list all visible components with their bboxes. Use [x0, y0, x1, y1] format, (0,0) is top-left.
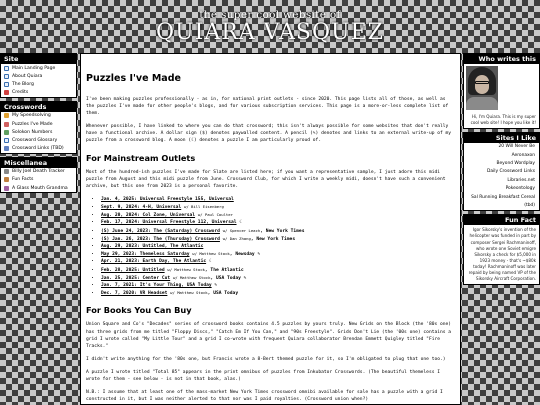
nav-main-landing-page[interactable]: Main Landing Page — [1, 64, 76, 72]
puzzle-item[interactable]: • (S) Jan. 26, 2023: The (Thursday) Crossword w/ Dan Zhang, New York Times — [101, 235, 456, 243]
intro-paragraph-1: I've been making puzzles professionally - as in, for national print outlets - since 2020. This page lists all of those, as well as the puzzles I've made for other people's blogs, and for various subscription services. This page is a more-or-less complete list of them. — [86, 97, 449, 117]
numbers-icon — [4, 130, 9, 135]
pencil-icon: ✎ — [257, 252, 261, 258]
glass-icon — [4, 186, 9, 191]
nav-billy-joel-death-tracker[interactable]: Billy Joel Death Tracker — [1, 168, 76, 176]
site-nav-box — [0, 53, 77, 98]
glossary-icon — [4, 138, 9, 143]
author-bio: Hi, I'm Quiara. This is my super cool web site! I hope you like it! — [470, 114, 536, 126]
site-link[interactable]: Libraries.net — [507, 177, 535, 183]
site-tagline: the super cool website of — [199, 9, 341, 21]
books-paragraph-1: Union Square and Co's "Decades" series of crossword books contains 4.5 puzzles by yours truly. New Grids on the Block (the '80s one) has three grids from me titled "Floppy Discs," "Catch Em If You Can," and "90s Freestyle". Grids Don't Lie (the '00s one) contains a grid I wrote called "My Little Tour" and a grid I co-wrote with frequent Quiara collaborator Brendan Emmett Quigley titled "Fire Tracks." — [86, 322, 452, 349]
puzzle-item[interactable]: • May 29, 2023: Themeless Saturday w/ Matthew Stock, Newsday ✎ — [101, 250, 456, 258]
crosswords-nav-title: Crosswords — [1, 102, 76, 112]
puzzle-item[interactable]: • Jan. 7, 2021: It's Your Thing, USA Today ✎ — [101, 282, 456, 289]
nav-puzzles-ive-made[interactable]: Puzzles I've Made — [1, 120, 76, 128]
books-paragraph-4: N.B.: I assume that at least one of the mass-market New York Times crossword omnibi available for sale has a puzzle with a grid I constructed in it, but I was neither alerted to that nor was I paid royalties. (Crossword union when?) — [86, 390, 443, 403]
site-link[interactable]: Beyond Wordplay — [496, 160, 535, 166]
site-link[interactable]: 20 Will Never Be — [498, 144, 535, 150]
books-heading: For Books You Can Buy — [86, 305, 192, 316]
site-link[interactable]: (tbd) — [524, 202, 535, 208]
puzzle-item[interactable]: • Apr. 21, 2023: Earth Day, The Atlantic ☾ — [101, 258, 456, 265]
lightbulb-icon — [4, 177, 9, 182]
puzzle-item[interactable]: • Feb. 28, 2025: Untitled w/ Matthew Stock, The Atlantic — [101, 266, 456, 274]
links-icon — [4, 146, 9, 151]
nav-my-speedsolving[interactable]: My Speedsolving — [1, 112, 76, 120]
puzzle-item[interactable]: • Jan. 25, 2025: Center Cut w/ Matthew Stock, USA Today ✎ — [101, 274, 456, 282]
fun-fact-title: Fun Fact — [464, 215, 539, 225]
who-writes-box — [463, 53, 540, 129]
mainstream-outlets-heading: For Mainstream Outlets — [86, 152, 196, 163]
nav-glass-mouth-grandma[interactable]: A Glass Mouth Grandma — [1, 184, 76, 192]
puzzle-item[interactable]: • Jan. 4, 2025: Universal Freestyle 155, Universal — [101, 196, 456, 203]
pencil-icon: ✎ — [243, 275, 247, 281]
moon-icon: ☾ — [239, 220, 243, 226]
books-paragraph-2: I didn't write anything for the '80s one, but Francis wrote a 8-Bert themed puzzle for it, so I'm obligated to plug that one too.) — [86, 356, 446, 362]
crosswords-nav-box — [0, 101, 77, 154]
author-profile — [464, 64, 539, 112]
intro-paragraph-2: Whenever possible, I have linked to where you can do that crossword; this isn't always possible for some websites that don't really have a functional archive. A dollar sign ($) denotes paywalled content. A pencil (✎) denotes and links to an external write-up of my puzzle from a crossword blog. A moon (☾) denotes a puzzle I am particularly proud of. — [86, 124, 452, 144]
puzzle-item[interactable]: • Sept. 9, 2024: 4-H, Universal w/ Bill Eisenberg — [101, 203, 456, 211]
fun-fact-box — [463, 214, 540, 285]
home-icon — [4, 66, 9, 71]
page-title: Puzzles I've Made — [86, 73, 181, 84]
nav-solokon-numbers[interactable]: Solokon Numbers — [1, 128, 76, 136]
puzzle-item[interactable]: • (S) June 24, 2023: The (Saturday) Crossword w/ Spencer Leach, New York Times — [101, 227, 456, 235]
nav-crossword-links[interactable]: Crossword Links (TBD) — [1, 145, 76, 153]
stopwatch-icon — [4, 113, 9, 118]
site-link[interactable]: Daily Crossword Links — [486, 169, 535, 175]
nav-fun-facts[interactable]: Fun Facts — [1, 176, 76, 184]
main-content — [80, 53, 461, 405]
pencil-icon: ✎ — [214, 283, 218, 289]
author-avatar — [466, 66, 498, 110]
nav-credits[interactable]: Credits — [1, 89, 76, 97]
puzzle-item[interactable]: • Aug. 29, 2023: Untitled, The Atlantic — [101, 243, 456, 250]
sites-i-like-title: Sites I Like — [464, 133, 539, 143]
left-sidebar — [0, 53, 77, 196]
puzzle-icon — [4, 122, 9, 127]
puzzle-item[interactable]: • Dec. 7, 2020: VR Headset w/ Matthew Stock, USA Today — [101, 289, 456, 297]
blog-icon — [4, 82, 9, 87]
nav-the-blorg[interactable]: The Blorg — [1, 80, 76, 88]
misc-nav-title: Miscellanea — [1, 158, 76, 168]
misc-nav-box — [0, 157, 77, 194]
site-header — [0, 0, 540, 53]
puzzle-item[interactable]: • Feb. 17, 2024: Universal Freestyle 112, Universal ☾ — [101, 219, 456, 226]
fun-fact-text: Igor Sikorsky's invention of the helicopter was funded in part by composer Sergei Rachmaninoff, who wrote one Soviet emigre Sikorsky a check for $5,000 in 1923 money - that's ~$80k today! Rachmaninoff was later repaid by being named VP of the Sikorsky Aircraft Corporation. — [468, 227, 536, 282]
nav-about-quiara[interactable]: About Quiara — [1, 72, 76, 80]
person-icon — [4, 74, 9, 79]
nav-crossword-glossary[interactable]: Crossword Glossary — [1, 136, 76, 144]
books-paragraph-3: A puzzle I wrote titled "Total 85" appears in the print omnibus of puzzles from Inkubator Crosswords. (The beautiful themeless I wrote for them - see below - is not in that book, alas.) — [86, 369, 441, 383]
site-link[interactable]: Sal Running Breakfast Cereal — [471, 194, 535, 200]
puzzle-list — [86, 196, 456, 298]
right-sidebar — [463, 53, 540, 288]
who-writes-title: Who writes this site? — [464, 54, 539, 64]
mainstream-intro: Most of the hundred-ish puzzles I've made for Slate are listed here; if you want a representative sample, I just adore this midi puzzle from August and this midi puzzle from June. Crossword Club, for which I write a weekly midi, doesn't have such a convenient archive, but this one from 2023 is a personal favorite. — [86, 169, 446, 189]
piano-icon — [4, 169, 9, 174]
site-link[interactable]: Pokeontology — [505, 186, 535, 192]
moon-icon: ☾ — [208, 259, 212, 265]
site-link[interactable]: Aeronaxon — [511, 152, 535, 158]
credits-icon — [4, 90, 9, 95]
puzzle-item[interactable]: • Aug. 20, 2024: Col Zone, Universal w/ Paul Coulter — [101, 211, 456, 219]
site-nav-title: Site — [1, 54, 76, 64]
site-name[interactable]: QUIARA VASQUEZ — [156, 20, 384, 45]
avatar-caption — [498, 66, 502, 68]
sites-i-like-box — [463, 132, 540, 211]
